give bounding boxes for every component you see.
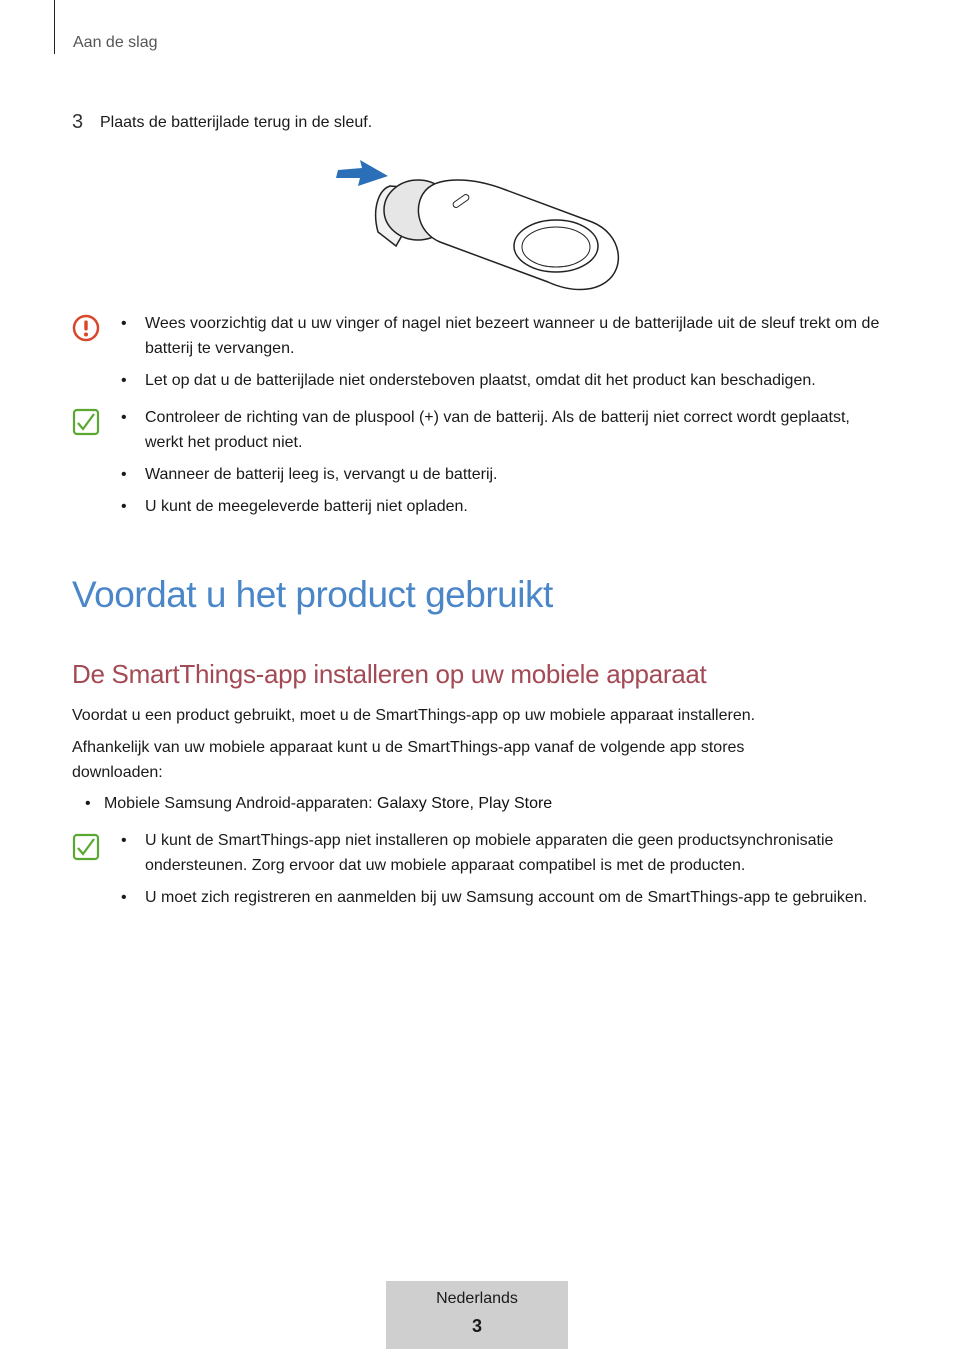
section-title: Voordat u het product gebruikt: [72, 574, 553, 615]
step-text: Plaats de batterijlade terug in de sleuf.: [100, 114, 373, 131]
list-item: • U kunt de SmartThings-app niet installeren op mobiele apparaten die geen productsynchronisatie ondersteunen. Zorg ervoor dat uw mobiele apparaat compatibel is met de producten.: [120, 829, 890, 878]
insert-arrow: [336, 160, 388, 186]
list-item: • U kunt de meegeleverde batterij niet opladen.: [120, 495, 890, 520]
caution-list: [120, 312, 890, 401]
list-item: • U moet zich registreren en aanmelden bij uw Samsung account om de SmartThings-app te gebruiken.: [120, 886, 890, 911]
paragraph: Voordat u een product gebruikt, moet u de SmartThings-app op uw mobiele apparaat installeren.: [72, 707, 756, 724]
note-list: [120, 406, 890, 527]
note-icon: [72, 408, 100, 436]
list-item: • Wanneer de batterij leeg is, vervangt u de batterij.: [120, 463, 890, 488]
header-divider: [54, 0, 55, 54]
separator: ,: [469, 795, 479, 812]
section-subtitle: De SmartThings-app installeren op uw mobiele apparaat: [72, 659, 707, 689]
footer-language: Nederlands: [436, 1290, 518, 1307]
play-store-label: Play Store: [478, 795, 553, 812]
paragraph: Afhankelijk van uw mobiele apparaat kunt u de SmartThings-app vanaf de volgende app stores downloaden:: [72, 739, 745, 781]
tag-ring-inner: [522, 227, 590, 267]
note-list: [120, 829, 890, 918]
bullet-dot: •: [85, 795, 104, 812]
list-item: • Wees voorzichtig dat u uw vinger of nagel niet bezeert wanneer u de batterijlade uit de sleuf trekt om de batterij te vervangen.: [120, 312, 890, 361]
battery-tray-illustration: [330, 150, 630, 300]
note-icon: [72, 833, 100, 861]
list-item: • Let op dat u de batterijlade niet ondersteboven plaatst, omdat dit het product kan beschadigen.: [120, 369, 890, 394]
section-header: Aan de slag: [73, 34, 158, 51]
bullet-prefix: Mobiele Samsung Android-apparaten:: [103, 795, 377, 812]
page-number: 3: [471, 1316, 482, 1336]
step-number: 3: [72, 111, 84, 133]
app-store-bullet: [85, 795, 552, 813]
list-item: • Controleer de richting van de pluspool (+) van de batterij. Als de batterij niet correct wordt geplaatst, werkt het product niet.: [120, 406, 890, 455]
galaxy-store-label: Galaxy Store: [377, 795, 470, 812]
caution-icon: [72, 314, 100, 342]
